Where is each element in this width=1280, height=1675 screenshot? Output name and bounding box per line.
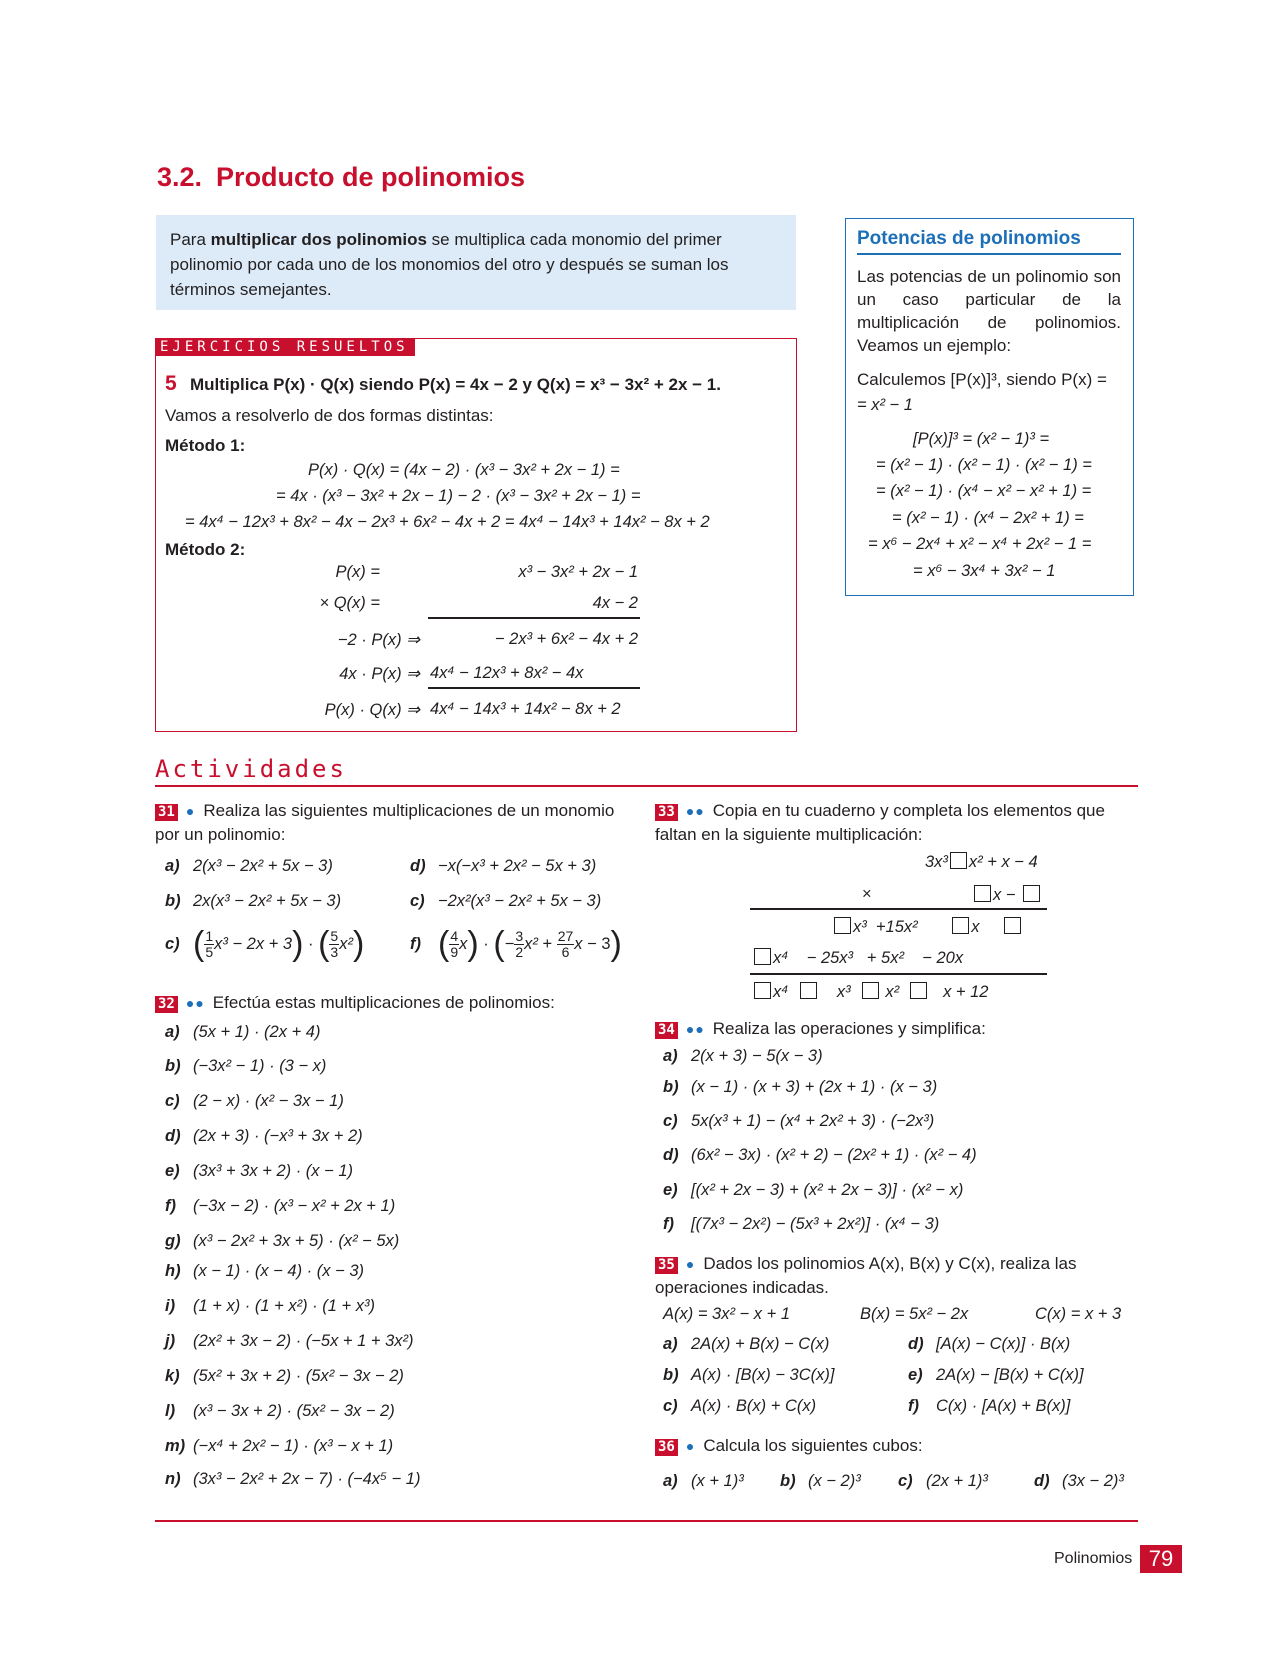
q34-item-a: [663, 1047, 823, 1066]
item-expr: C(x) · [A(x) + B(x)]: [936, 1397, 1071, 1415]
item-expr: (5x + 1) · (2x + 4): [193, 1023, 321, 1041]
item-expr: (x³ − 3x + 2) · (5x² − 3x − 2): [193, 1402, 395, 1420]
sidebar-calc-intro: Calculemos [P(x)]³, siendo P(x) =: [857, 370, 1107, 389]
q35-def-a: A(x) = 3x² − x + 1: [663, 1305, 791, 1323]
q32-item-m: [165, 1437, 393, 1456]
bottom-rule: [155, 1520, 1138, 1522]
sidebar-line-1: [P(x)]³ = (x² − 1)³ =: [913, 430, 1050, 448]
section-title: [157, 162, 525, 193]
question-text: Calcula los siguientes cubos:: [703, 1436, 923, 1455]
method2-row-5-right: 4x⁴ − 14x³ + 14x² − 8x + 2: [430, 700, 621, 718]
q34-item-f: [663, 1215, 939, 1234]
item-label: d): [410, 857, 426, 875]
solved-exercise-statement: Multiplica P(x) · Q(x) siendo P(x) = 4x − 2 y Q(x) = x³ − 3x² + 2x − 1.: [190, 375, 721, 394]
q36-item-c: [898, 1472, 988, 1491]
method2-row-1-left: P(x) =: [335, 563, 380, 581]
item-label: k): [165, 1367, 180, 1385]
item-label: b): [663, 1078, 679, 1096]
item-label: j): [165, 1332, 176, 1350]
q32-item-f: [165, 1197, 395, 1216]
item-label: d): [1034, 1472, 1050, 1490]
item-expr: 2(x + 3) − 5(x − 3): [691, 1047, 823, 1065]
method2-row-3-left: −2 · P(x) ⇒: [337, 631, 420, 649]
item-label: c): [663, 1397, 678, 1415]
item-label: f): [663, 1215, 674, 1233]
question-36: [655, 1434, 1135, 1458]
q35-def-c: C(x) = x + 3: [1035, 1305, 1122, 1323]
method1-line-2: = 4x · (x³ − 3x² + 2x − 1) − 2 · (x³ − 3x² + 2x − 1) =: [276, 487, 641, 505]
item-expr: (x + 1)³: [691, 1472, 744, 1490]
question-number: 35: [655, 1257, 678, 1274]
item-expr: −2x²(x³ − 2x² + 5x − 3): [438, 892, 602, 910]
method1-label: Método 1:: [165, 436, 246, 455]
item-label: e): [908, 1366, 923, 1384]
item-expr: 5x(x³ + 1) − (x⁴ + 2x² + 3) · (−2x³): [691, 1112, 935, 1130]
item-expr: (6x² − 3x) · (x² + 2) − (2x² + 1) · (x² − 4): [691, 1146, 977, 1164]
item-expr: (3x − 2)³: [1062, 1472, 1124, 1490]
item-label: b): [780, 1472, 796, 1490]
question-text: Realiza las siguientes multiplicaciones de un monomio por un polinomio:: [155, 801, 615, 844]
sidebar-line-4: = (x² − 1) · (x⁴ − 2x² + 1) =: [892, 509, 1084, 527]
item-expr: 2(x³ − 2x² + 5x − 3): [193, 857, 333, 875]
q35-item-c: [663, 1397, 816, 1416]
difficulty-dots: ●●: [185, 995, 205, 1011]
item-expr: 2A(x) − [B(x) + C(x)]: [936, 1366, 1084, 1384]
question-31: [155, 799, 635, 846]
section-title-text: Producto de polinomios: [216, 162, 526, 192]
q31-item-c2: [410, 892, 601, 911]
item-expr: [A(x) − C(x)] · B(x): [936, 1335, 1071, 1353]
q34-item-d: [663, 1146, 977, 1165]
question-text: Dados los polinomios A(x), B(x) y C(x), realiza las operaciones indicadas.: [655, 1254, 1077, 1297]
item-expr: (x − 2)³: [808, 1472, 861, 1490]
q32-item-n: [165, 1470, 420, 1489]
q32-item-a: [165, 1023, 320, 1042]
item-label: a): [663, 1047, 678, 1065]
definition-text: [170, 227, 782, 302]
item-label: b): [663, 1366, 679, 1384]
q35-item-b: [663, 1366, 834, 1385]
q32-item-d: [165, 1127, 363, 1146]
item-expr: (−3x − 2) · (x³ − x² + 2x + 1): [193, 1197, 396, 1215]
difficulty-dots: ●: [685, 1256, 696, 1272]
difficulty-dots: ●: [685, 1438, 696, 1454]
q34-item-c: [663, 1112, 934, 1131]
item-expr: (x³ − 2x² + 3x + 5) · (x² − 5x): [193, 1232, 400, 1250]
q32-item-b: [165, 1057, 326, 1076]
method2-row-3-right: − 2x³ + 6x² − 4x + 2: [494, 630, 638, 648]
q31-item-d: [410, 857, 596, 876]
q35-def-b: B(x) = 5x² − 2x: [860, 1305, 969, 1323]
q33-row-3: x³ +15x² x: [832, 917, 1023, 937]
item-expr: 2A(x) + B(x) − C(x): [691, 1335, 830, 1353]
item-label: d): [908, 1335, 924, 1353]
method2-row-5-left: P(x) · Q(x) ⇒: [324, 701, 420, 719]
q35-item-f: [908, 1397, 1070, 1416]
item-label: g): [165, 1232, 181, 1250]
section-number: 3.2.: [157, 162, 203, 192]
q32-item-c: [165, 1092, 344, 1111]
item-expr: (5x² + 3x + 2) · (5x² − 3x − 2): [193, 1367, 404, 1385]
item-label: f): [410, 934, 421, 953]
sidebar-text: Las potencias de un polinomio son un caso particular de la multiplicación de polinomios. Veamos un ejemplo:: [857, 267, 1121, 355]
q34-item-b: [663, 1078, 937, 1097]
item-expr: A(x) · [B(x) − 3C(x)]: [691, 1366, 835, 1384]
difficulty-dots: ●●: [685, 1021, 705, 1037]
q32-item-g: [165, 1232, 399, 1251]
item-expr: [(7x³ − 2x²) − (5x³ + 2x²)] · (x⁴ − 3): [691, 1215, 940, 1233]
question-35: [655, 1252, 1135, 1299]
solved-exercises-label: EJERCICIOS RESUELTOS: [156, 338, 415, 356]
item-expr: (x − 1) · (x + 3) + (2x + 1) · (x − 3): [691, 1078, 938, 1096]
item-label: c): [165, 1092, 180, 1110]
question-text: Copia en tu cuaderno y completa los elementos que faltan en la siguiente multiplicación:: [655, 801, 1105, 844]
item-label: d): [663, 1146, 679, 1164]
method1-line-3: = 4x⁴ − 12x³ + 8x² − 4x − 2x³ + 6x² − 4x + 2 = 4x⁴ − 14x³ + 14x² − 8x + 2: [185, 513, 710, 531]
question-number: 33: [655, 804, 678, 821]
item-label: e): [165, 1162, 180, 1180]
q36-item-b: [780, 1472, 861, 1491]
q32-item-l: [165, 1402, 395, 1421]
solved-exercise-number: 5: [165, 372, 177, 395]
item-label: a): [165, 857, 180, 875]
activities-rule: [155, 785, 1138, 787]
item-expr: −x(−x³ + 2x² − 5x + 3): [438, 857, 597, 875]
item-expr: (x − 1) · (x − 4) · (x − 3): [193, 1262, 364, 1280]
item-label: c): [663, 1112, 678, 1130]
sidebar-line-2: = (x² − 1) · (x² − 1) · (x² − 1) =: [876, 456, 1092, 474]
item-label: c): [165, 934, 180, 953]
method2-row-2-left: × Q(x) =: [319, 594, 380, 612]
item-label: i): [165, 1297, 176, 1315]
item-label: f): [908, 1397, 919, 1415]
q33-row-1: 3x³ x² + x − 4: [925, 853, 1038, 871]
item-label: m): [165, 1437, 186, 1455]
item-label: e): [663, 1181, 678, 1199]
item-label: h): [165, 1262, 181, 1280]
q31-item-c: c) ( $\frac{1}{5}$ x³ − 2x + 3) · ( $\frac{5}{3}$ x²): [165, 925, 365, 963]
item-expr: (1 + x) · (1 + x²) · (1 + x³): [193, 1297, 375, 1315]
q36-item-d: [1034, 1472, 1124, 1491]
q33-row-5: x⁴ x³ x² x + 12: [752, 982, 989, 1002]
question-number: 36: [655, 1439, 678, 1456]
q36-item-a: [663, 1472, 744, 1491]
q33-row-4: x⁴ − 25x³ + 5x² − 20x: [752, 948, 963, 968]
q32-item-h: [165, 1262, 364, 1281]
question-text: Efectúa estas multiplicaciones de polinomios:: [212, 993, 555, 1012]
item-label: b): [165, 892, 181, 910]
difficulty-dots: ●: [185, 803, 196, 819]
item-expr: (2x + 1)³: [926, 1472, 988, 1490]
page-number: 79: [1140, 1545, 1182, 1573]
q34-item-e: [663, 1181, 963, 1200]
sidebar-title: Potencias de polinomios: [857, 228, 1081, 249]
method2-row-1-right: x³ − 3x² + 2x − 1: [518, 563, 638, 581]
method2-rule-2: [428, 687, 640, 689]
method2-rule-1: [428, 617, 640, 619]
item-expr: (−3x² − 1) · (3 − x): [193, 1057, 327, 1075]
item-label: c): [898, 1472, 913, 1490]
item-expr: A(x) · B(x) + C(x): [691, 1397, 817, 1415]
method2-row-2-right: 4x − 2: [592, 594, 638, 612]
q32-item-k: [165, 1367, 404, 1386]
item-expr: (3x³ + 3x + 2) · (x − 1): [193, 1162, 354, 1180]
q32-item-j: [165, 1332, 414, 1351]
difficulty-dots: ●●: [685, 803, 705, 819]
method1-line-1: P(x) · Q(x) = (4x − 2) · (x³ − 3x² + 2x − 1) =: [308, 461, 620, 479]
question-34: [655, 1017, 1135, 1041]
q33-rule-2: [750, 973, 1047, 975]
activities-title: Actividades: [155, 755, 347, 783]
definition-pre: Para: [170, 230, 211, 249]
question-32: [155, 991, 635, 1015]
q31-item-a: [165, 857, 333, 876]
q31-item-b: [165, 892, 341, 911]
sidebar-line-6: = x⁶ − 3x⁴ + 3x² − 1: [913, 562, 1056, 580]
question-text: Realiza las operaciones y simplifica:: [712, 1019, 986, 1038]
question-number: 34: [655, 1022, 678, 1039]
q32-item-i: [165, 1297, 375, 1316]
item-label: f): [165, 1197, 176, 1215]
q33-times: ×: [862, 885, 872, 903]
question-33: [655, 799, 1135, 846]
item-label: n): [165, 1470, 181, 1488]
item-expr: (2 − x) · (x² − 3x − 1): [193, 1092, 344, 1110]
q35-item-e: [908, 1366, 1084, 1385]
item-expr: (−x⁴ + 2x² − 1) · (x³ − x + 1): [193, 1437, 394, 1455]
sidebar-calc-intro-2: = x² − 1: [857, 396, 913, 414]
q32-item-e: [165, 1162, 353, 1181]
sidebar-title-rule: [857, 253, 1121, 255]
q35-item-d: [908, 1335, 1070, 1354]
item-expr: (3x³ − 2x² + 2x − 7) · (−4x⁵ − 1): [193, 1470, 421, 1488]
definition-post: se multiplica cada monomio del primer polinomio por cada uno de los monomios del otro y después se suman los términos semejantes.: [170, 230, 729, 299]
solved-intro: Vamos a resolverlo de dos formas distintas:: [165, 406, 494, 425]
q33-rule-1: [750, 908, 1047, 910]
q33-row-2: x −: [972, 885, 1042, 905]
item-expr: (2x² + 3x − 2) · (−5x + 1 + 3x²): [193, 1332, 414, 1350]
item-label: b): [165, 1057, 181, 1075]
method2-row-4-right: 4x⁴ − 12x³ + 8x² − 4x: [430, 664, 584, 682]
sidebar-line-3: = (x² − 1) · (x⁴ − x² − x² + 1) =: [876, 482, 1092, 500]
sidebar-line-5: = x⁶ − 2x⁴ + x² − x⁴ + 2x² − 1 =: [868, 535, 1092, 553]
item-label: a): [663, 1335, 678, 1353]
item-expr: 2x(x³ − 2x² + 5x − 3): [193, 892, 342, 910]
item-label: l): [165, 1402, 176, 1420]
question-number: 32: [155, 996, 178, 1013]
item-label: c): [410, 892, 425, 910]
q31-item-f: f) ( $\frac{4}{9}$ x) · (− $\frac{3}{2}$ x² + $\frac{27}{6}$ x − 3): [410, 925, 622, 963]
footer-chapter: Polinomios: [1054, 1550, 1133, 1567]
method2-label: Método 2:: [165, 540, 246, 559]
item-expr: [(x² + 2x − 3) + (x² + 2x − 3)] · (x² − x): [691, 1181, 964, 1199]
item-label: a): [165, 1023, 180, 1041]
item-expr: (2x + 3) · (−x³ + 3x + 2): [193, 1127, 363, 1145]
item-label: a): [663, 1472, 678, 1490]
definition-bold: multiplicar dos polinomios: [210, 230, 427, 249]
item-label: d): [165, 1127, 181, 1145]
q35-item-a: [663, 1335, 829, 1354]
question-number: 31: [155, 804, 178, 821]
method2-row-4-left: 4x · P(x) ⇒: [339, 665, 420, 683]
